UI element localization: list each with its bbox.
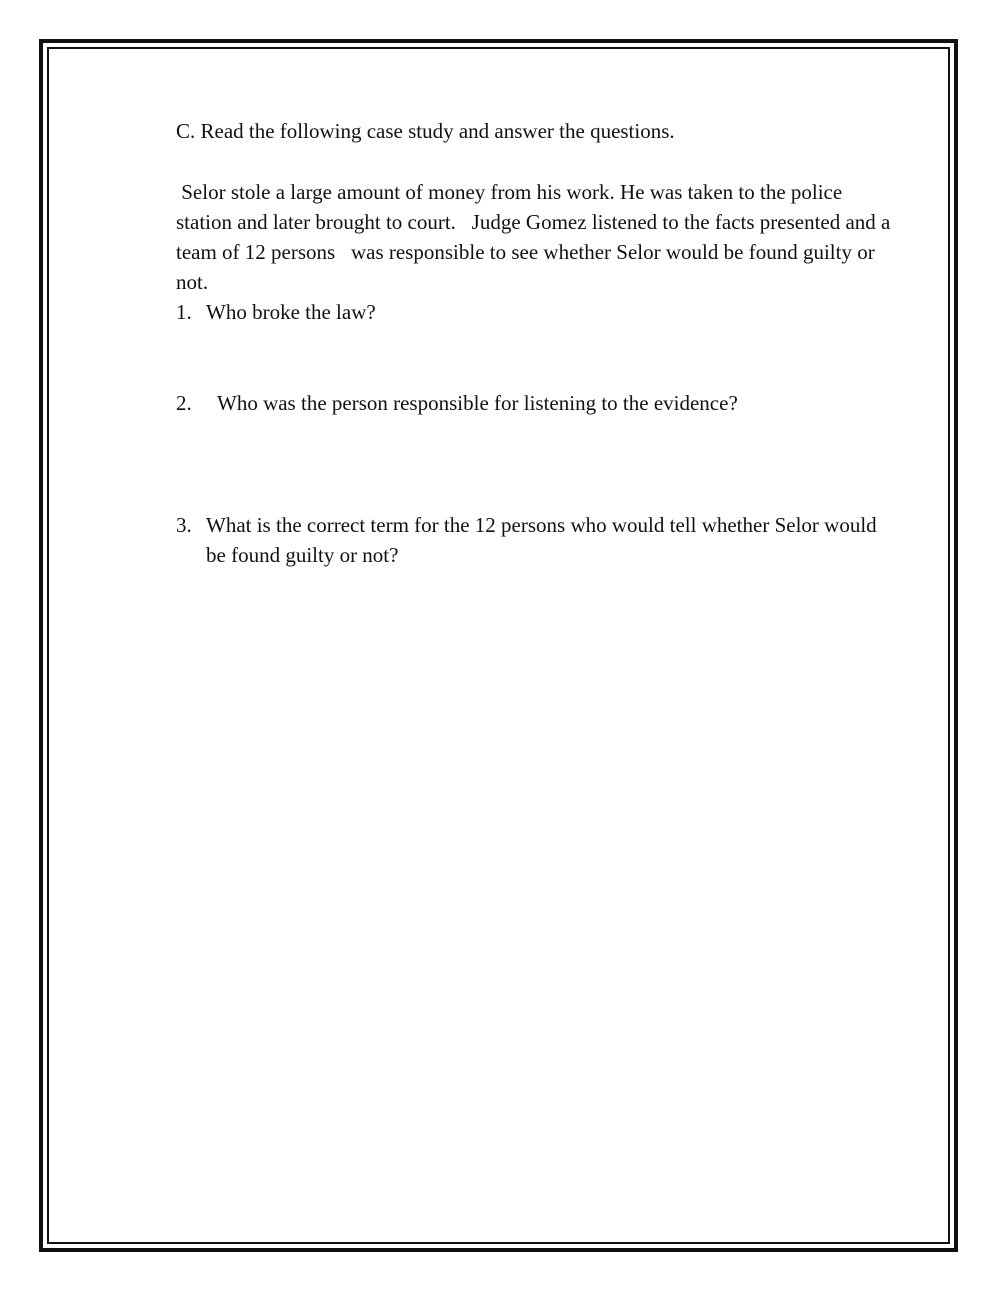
question-2	[176, 388, 896, 418]
worksheet-content	[176, 116, 896, 570]
question-1	[176, 297, 896, 327]
question-text: Who was the person responsible for listening to the evidence?	[217, 391, 738, 415]
section-heading: C. Read the following case study and answer the questions.	[176, 119, 675, 143]
question-3	[176, 510, 896, 570]
question-number: 3.	[176, 513, 192, 537]
question-text: What is the correct term for the 12 persons who would tell whether Selor would be found guilty or not?	[206, 513, 877, 567]
question-text: Who broke the law?	[206, 300, 376, 324]
question-number: 1.	[176, 300, 192, 324]
case-study-paragraph: Selor stole a large amount of money from his work. He was taken to the police station and later brought to court. Judge Gomez listened to the facts presented and a team of 12 persons was responsible to see whether Selor would be found guilty or not.	[176, 180, 896, 294]
question-number: 2.	[176, 391, 192, 415]
